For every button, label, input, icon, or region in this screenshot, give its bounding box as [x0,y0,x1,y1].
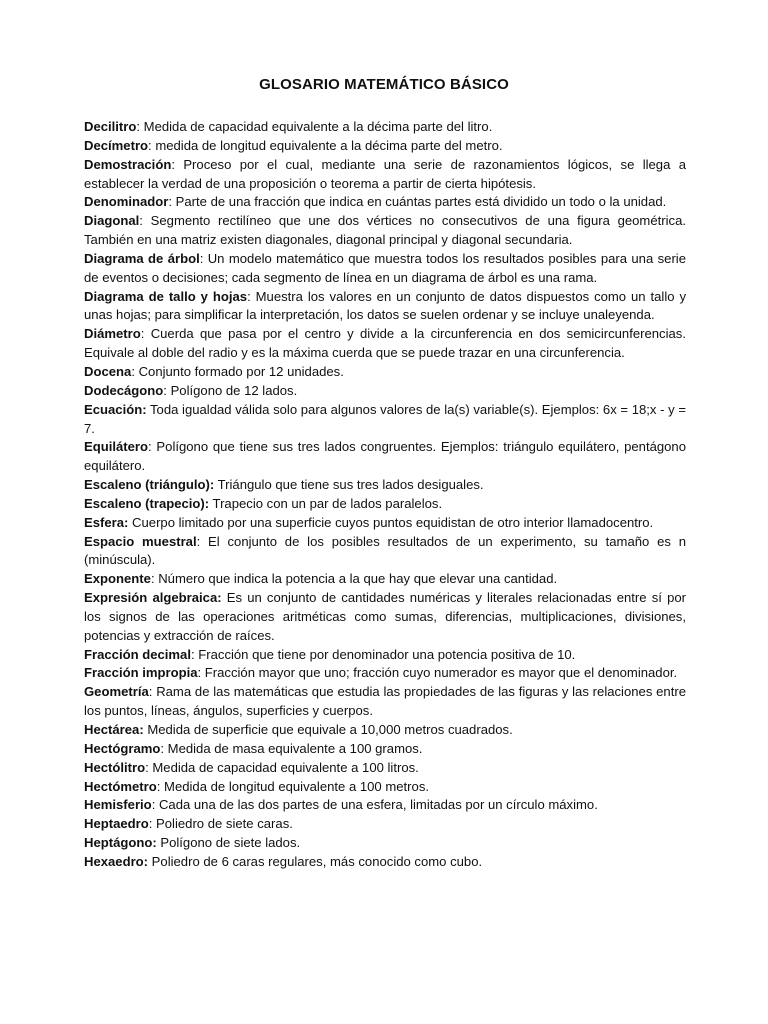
glossary-term: Escaleno (trapecio): [84,495,210,511]
glossary-term: Ecuación: [84,401,147,417]
glossary-entry [84,778,686,797]
glossary-term: Hectárea: [84,722,144,737]
glossary-term: Diagrama de tallo y hojas [84,288,248,304]
glossary-entry [84,382,686,401]
glossary-term: Exponente [84,571,151,587]
glossary-term: Hexaedro: [84,853,149,869]
glossary-definition: Toda igualdad válida solo para algunos valores de la(s) variable(s). Ejemplos: 6x = 18;x - y = 7. [84,401,686,436]
glossary-definition: Es un conjunto de cantidades numéricas y literales relacionadas entre sí por los signos de las operaciones aritméticas como sumas, diferencias, multiplicaciones, divisiones, potencias y extracción de raíces. [84,590,686,643]
glossary-definition: : El conjunto de los posibles resultados de un experimento, su tamaño es n (minúscula). [84,533,687,568]
glossary-definition: : Un modelo matemático que muestra todos los resultados posibles para una serie de eventos o decisiones; cada segmento de línea en un diagrama de árbol es una rama. [84,250,686,285]
glossary-term: Hectógramo [84,740,161,756]
glossary-term: Diámetro [84,326,141,342]
glossary-entry [84,438,686,476]
glossary-entry [84,137,686,156]
glossary-entry [84,834,686,853]
glossary-entry [84,664,686,683]
glossary-definition: Trapecio con un par de lados paralelos. [209,495,443,511]
glossary-definition: : Medida de capacidad equivalente a 100 litros. [145,759,419,775]
glossary-entry [84,589,686,646]
glossary-entry [84,815,686,834]
glossary-definition: : Parte de una fracción que indica en cuántas partes está dividido un todo o la unidad. [168,194,667,210]
glossary-definition: : Segmento rectilíneo que une dos vértices no consecutivos de una figura geométrica. También en una matriz existen diagonales, diagonal principal y diagonal secundaria. [84,213,686,248]
glossary-entry [84,853,686,872]
glossary-entry [84,740,686,759]
glossary-entry [84,363,686,382]
glossary-definition: Medida de superficie que equivale a 10,000 metros cuadrados. [143,722,513,737]
glossary-definition: : Medida de masa equivalente a 100 gramos. [160,740,423,756]
glossary-definition: : Conjunto formado por 12 unidades. [131,363,344,379]
glossary-term: Demostración [84,156,172,172]
glossary-entry [84,683,686,721]
glossary-entry [84,646,686,665]
glossary-entry [84,796,686,815]
glossary-definition: Cuerpo limitado por una superficie cuyos puntos equidistan de otro interior llamadocentro. [128,514,654,530]
glossary-definition: : Polígono que tiene sus tres lados congruentes. Ejemplos: triángulo equilátero, pentágono equilátero. [84,439,686,474]
glossary-entry [84,250,686,288]
glossary-term: Diagonal [84,213,140,229]
glossary-entry [84,325,686,363]
glossary-entry [84,759,686,778]
glossary-entry [84,570,686,589]
glossary-entry [84,118,686,137]
glossary-term: Docena [84,363,132,379]
glossary-definition: : Medida de longitud equivalente a 100 metros. [156,778,430,794]
glossary-definition: : medida de longitud equivalente a la décima parte del metro. [148,137,503,153]
glossary-term: Decímetro [84,137,149,153]
glossary-list [84,118,686,872]
glossary-term: Dodecágono [84,382,164,398]
glossary-definition: : Rama de las matemáticas que estudia las propiedades de las figuras y las relaciones entre los puntos, líneas, ángulos, superficies y cuerpos. [84,684,686,719]
glossary-entry [84,401,686,439]
glossary-term: Expresión algebraica: [84,590,222,606]
glossary-definition: : Fracción mayor que uno; fracción cuyo numerador es mayor que el denominador. [197,665,678,681]
glossary-entry [84,193,686,212]
glossary-term: Heptaedro [84,816,149,832]
glossary-term: Hemisferio [84,797,152,813]
glossary-term: Equilátero [84,439,149,455]
glossary-entry [84,533,686,571]
glossary-term: Geometría [84,684,149,700]
glossary-entry [84,156,686,194]
glossary-term: Fracción impropia [84,665,198,681]
glossary-entry [84,514,686,533]
glossary-definition: Poliedro de 6 caras regulares, más conocido como cubo. [148,853,483,869]
glossary-term: Escaleno (triángulo): [84,477,215,493]
glossary-term: Esfera: [84,514,129,530]
glossary-definition: : Fracción que tiene por denominador una potencia positiva de 10. [190,646,576,662]
glossary-entry [84,476,686,495]
glossary-entry [84,495,686,514]
glossary-definition: : Cada una de las dos partes de una esfera, limitadas por un círculo máximo. [151,797,598,813]
glossary-term: Hectólitro [84,759,146,775]
glossary-definition: : Número que indica la potencia a la que hay que elevar una cantidad. [150,571,558,587]
glossary-definition: : Muestra los valores en un conjunto de datos dispuestos como un tallo y unas hojas; para simplificar la interpretación, los datos se suelen ordenar y se incluye unaleyenda. [84,288,687,323]
glossary-term: Hectómetro [84,778,157,794]
glossary-definition: Polígono de siete lados. [156,835,301,851]
glossary-definition: : Polígono de 12 lados. [163,382,298,398]
glossary-term: Diagrama de árbol [84,250,200,266]
glossary-term: Espacio muestral [84,533,197,549]
glossary-term: Denominador [84,194,169,210]
glossary-definition: : Cuerda que pasa por el centro y divide a la circunferencia en dos semicircunferencias. Equivale al doble del radio y es la máxima cuerda que se puede trazar en una circunferencia. [84,326,686,361]
glossary-definition: : Poliedro de siete caras. [148,816,293,832]
glossary-definition: : Medida de capacidad equivalente a la décima parte del litro. [136,119,493,134]
glossary-definition: : Proceso por el cual, mediante una serie de razonamientos lógicos, se llega a establecer la verdad de una proposición o teorema a partir de cierta hipótesis. [84,156,686,191]
page-title: GLOSARIO MATEMÁTICO BÁSICO [259,76,509,93]
glossary-term: Decilitro [84,119,137,134]
glossary-term: Fracción decimal [84,646,191,662]
glossary-term: Heptágono: [84,835,157,851]
glossary-entry [84,721,686,740]
glossary-definition: Triángulo que tiene sus tres lados desiguales. [214,477,484,493]
glossary-entry [84,288,686,326]
glossary-entry [84,212,686,250]
